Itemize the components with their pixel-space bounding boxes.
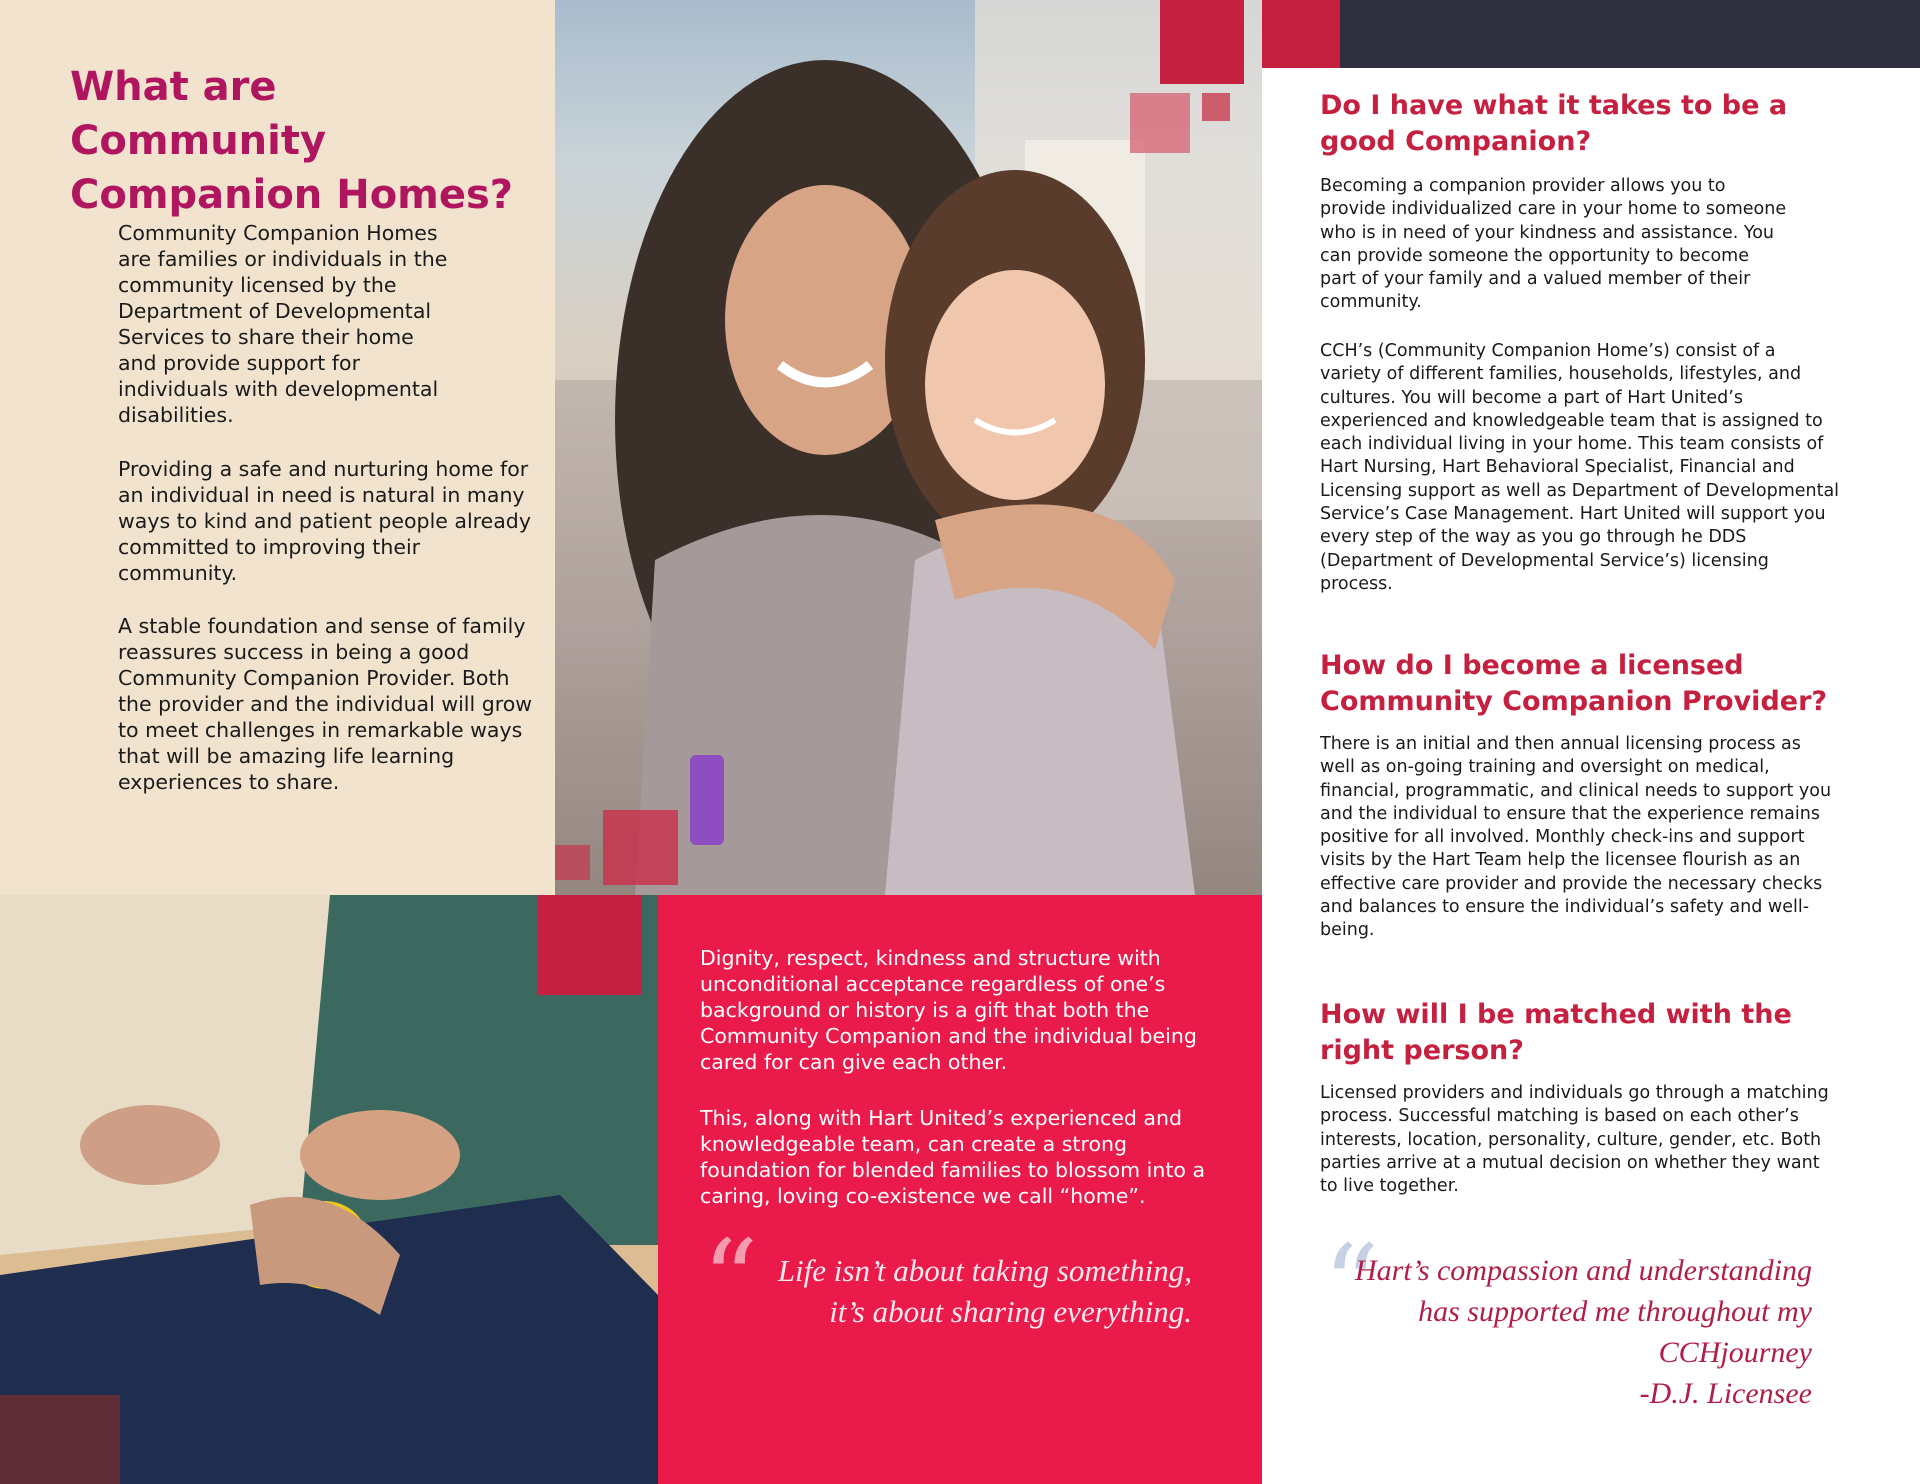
section-paragraph: CCH’s (Community Companion Home’s) consist of a variety of different families, households, lifestyles, and cultures. You will become a part of Hart United’s experienced and knowledgeable team that is assigned to each individual living in your home. This team consists of Hart Nursing, Hart Behavioral Specialist, Financial and Licensing support as well as Department of Developmental Service’s Case Management. Hart United will support you every step of the way as you go through he DDS (Department of Developmental Service’s) licensing process.	[1320, 341, 1840, 594]
header-bar	[1340, 0, 1920, 68]
left-paragraph-1: Community Companion Homes are families or individuals in the community licensed by the Department of Developmental Services to share their home and provide support for individuals with developmental disabilities.	[118, 221, 448, 427]
middle-quote: Life isn’t about taking something, it’s about sharing everything.	[777, 1253, 1192, 1329]
section-heading-matching: How will I be matched with the right person?	[1320, 999, 1792, 1066]
section-heading-companion: Do I have what it takes to be a good Companion?	[1320, 90, 1788, 157]
page-title: What are Community Companion Homes?	[70, 64, 513, 218]
quote-mark-icon: “	[702, 1216, 759, 1344]
decorative-square	[1160, 0, 1244, 84]
decorative-square	[603, 810, 678, 885]
quote-mark-icon: “	[1323, 1221, 1380, 1349]
testimonial-attribution: -D.J. Licensee	[1639, 1377, 1812, 1410]
left-paragraph-2: Providing a safe and nurturing home for an individual in need is natural in many ways to kind and patient people already committed to improving their community.	[118, 457, 531, 585]
section-paragraph: Licensed providers and individuals go through a matching process. Successful matching is based on each other’s interests, location, personality, culture, gender, etc. Both parties arrive at a mutual decision on whether they want to live together.	[1320, 1083, 1829, 1197]
decorative-square	[538, 895, 642, 995]
section-heading-licensing: How do I become a licensed Community Companion Provider?	[1320, 650, 1828, 717]
decorative-square	[555, 845, 590, 880]
decorative-square	[1202, 93, 1230, 121]
middle-paragraph-2: This, along with Hart United’s experienced and knowledgeable team, can create a strong foundation for blended families to blossom into a caring, loving co-existence we call “home”.	[700, 1106, 1206, 1208]
testimonial-text: Hart’s compassion and understanding has supported me throughout my CCHjourney	[1355, 1254, 1812, 1369]
left-paragraph-3: A stable foundation and sense of family reassures success in being a good Community Companion Provider. Both the provider and the individual will grow to meet challenges in remarkable ways that will be amazing life learning experiences to share.	[118, 614, 533, 794]
middle-paragraph-1: Dignity, respect, kindness and structure with unconditional acceptance regardless of one’s background or history is a gift that both the Community Companion and the individual being cared for can give each other.	[700, 946, 1197, 1074]
section-paragraph: Becoming a companion provider allows you to provide individualized care in your home to someone who is in need of your kindness and assistance. You can provide someone the opportunity to become part of your family and a valued member of their community.	[1320, 176, 1787, 313]
section-paragraph: There is an initial and then annual licensing process as well as on-going training and oversight on medical, financial, programmatic, and clinical needs to support you and the individual to ensure that the experience remains positive for all involved. Monthly check-ins and support visits by the Hart Team help the licensee flourish as an effective care provider and provide the necessary checks and balances to ensure the individual’s safety and well-being.	[1320, 734, 1832, 941]
testimonial-quote	[1330, 1250, 1812, 1414]
decorative-square	[1130, 93, 1190, 153]
decorative-square	[1262, 0, 1340, 68]
